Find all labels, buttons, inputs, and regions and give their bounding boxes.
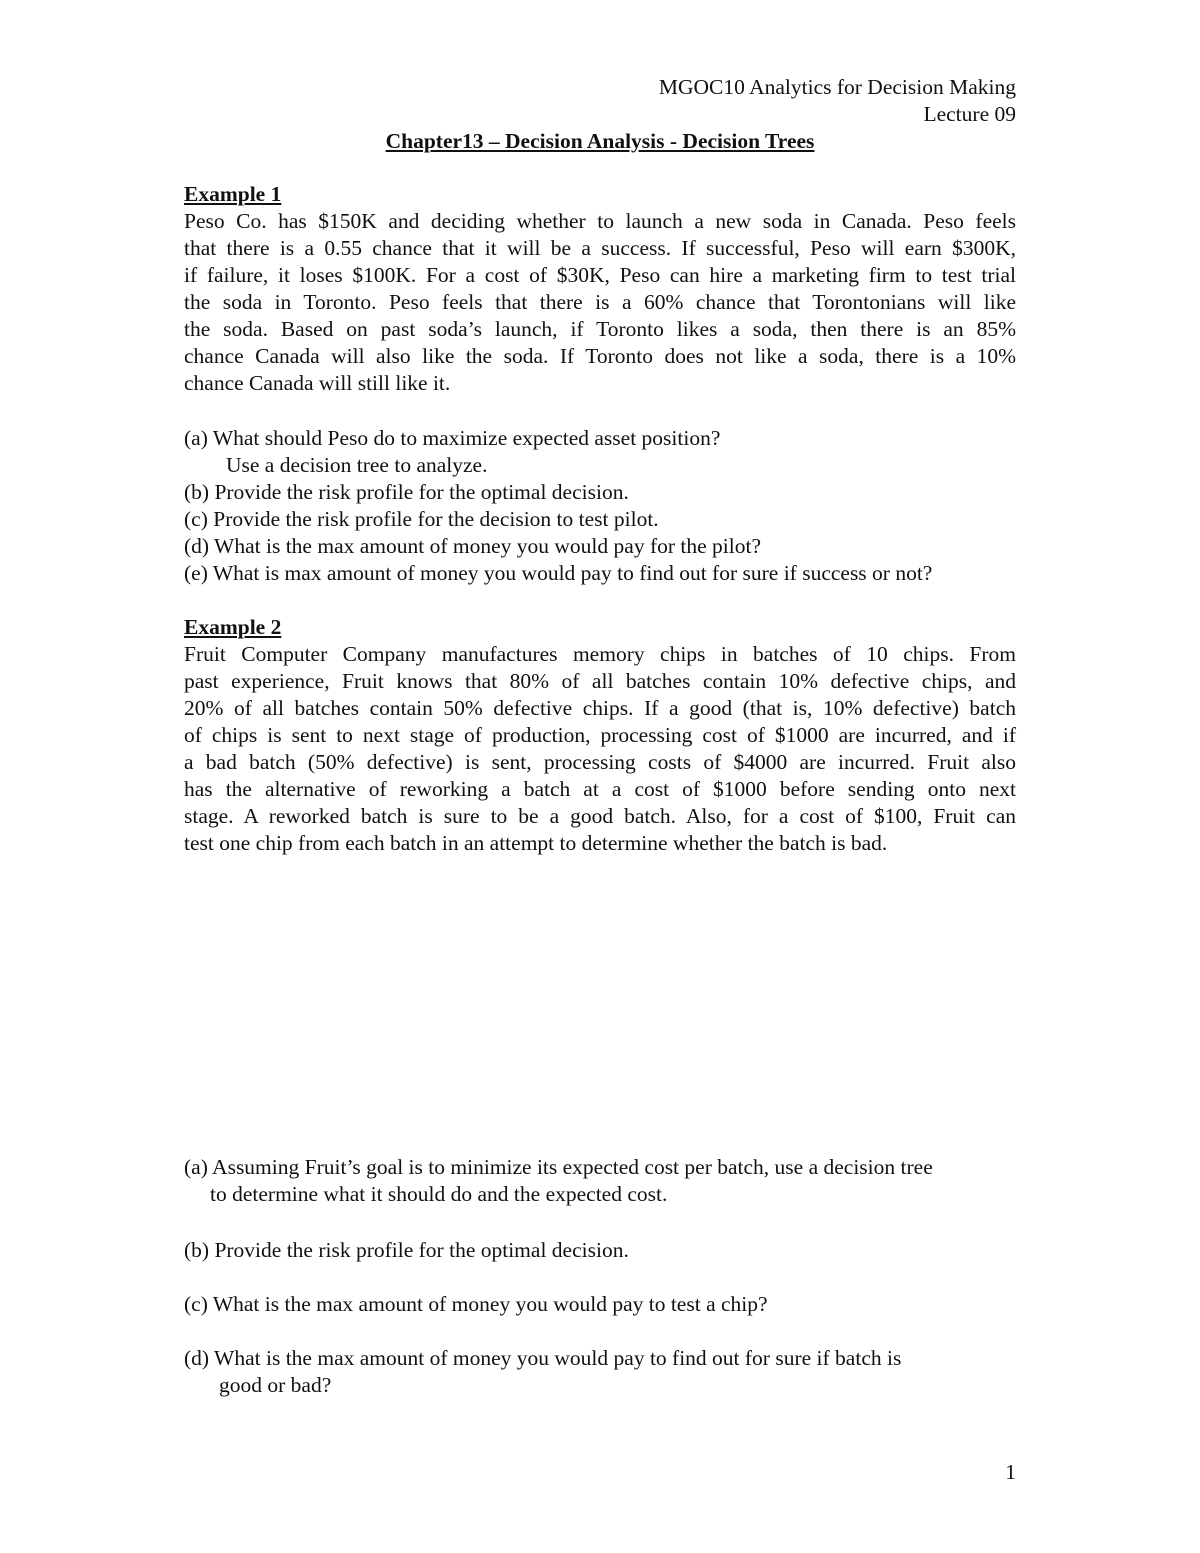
example-1-question-d: (d) What is the max amount of money you would pay for the pilot? (184, 534, 761, 558)
example-2-question-d-continuation: good or bad? (219, 1373, 332, 1397)
example-2-question-b: (b) Provide the risk profile for the optimal decision. (184, 1238, 629, 1262)
paragraph-line: chance Canada will also like the soda. If Toronto does not like a soda, there is a 10% (184, 344, 1016, 368)
paragraph-line: test one chip from each batch in an attempt to determine whether the batch is bad. (184, 831, 888, 855)
example-1-paragraph (184, 208, 1016, 397)
paragraph-line: a bad batch (50% defective) is sent, processing costs of $4000 are incurred. Fruit also (184, 750, 1016, 774)
chapter-title: Chapter13 – Decision Analysis - Decision Trees (385, 129, 815, 153)
example-2-question-a-continuation: to determine what it should do and the expected cost. (210, 1182, 668, 1206)
example-1-question-e: (e) What is max amount of money you would pay to find out for sure if success or not? (184, 561, 933, 585)
paragraph-line: 20% of all batches contain 50% defective chips. If a good (that is, 10% defective) batch (184, 696, 1016, 720)
example-1-heading: Example 1 (184, 182, 282, 206)
example-2-heading: Example 2 (184, 615, 282, 639)
example-1-question-a-continuation: Use a decision tree to analyze. (226, 453, 488, 477)
paragraph-line: Peso Co. has $150K and deciding whether to launch a new soda in Canada. Peso feels (184, 209, 1016, 233)
paragraph-line: stage. A reworked batch is sure to be a good batch. Also, for a cost of $100, Fruit can (184, 804, 1016, 828)
paragraph-line: the soda. Based on past soda’s launch, if Toronto likes a soda, then there is an 85% (184, 317, 1016, 341)
paragraph-line: the soda in Toronto. Peso feels that there is a 60% chance that Torontonians will like (184, 290, 1016, 314)
example-1-question-c: (c) Provide the risk profile for the decision to test pilot. (184, 507, 659, 531)
paragraph-line: if failure, it loses $100K. For a cost of $30K, Peso can hire a marketing firm to test trial (184, 263, 1016, 287)
course-header: MGOC10 Analytics for Decision Making (658, 75, 1016, 99)
paragraph-line: has the alternative of reworking a batch at a cost of $1000 before sending onto next (184, 777, 1016, 801)
paragraph-line: of chips is sent to next stage of production, processing cost of $1000 are incurred, and if (184, 723, 1016, 747)
page-number: 1 (1005, 1460, 1016, 1484)
lecture-header: Lecture 09 (923, 102, 1016, 126)
example-2-question-a: (a) Assuming Fruit’s goal is to minimize its expected cost per batch, use a decision tree (184, 1155, 933, 1179)
paragraph-line: that there is a 0.55 chance that it will be a success. If successful, Peso will earn $300K, (184, 236, 1016, 260)
example-1-question-b: (b) Provide the risk profile for the optimal decision. (184, 480, 629, 504)
paragraph-line: chance Canada will still like it. (184, 371, 451, 395)
example-1-question-a: (a) What should Peso do to maximize expected asset position? (184, 426, 721, 450)
example-2-question-c: (c) What is the max amount of money you would pay to test a chip? (184, 1292, 768, 1316)
paragraph-line: past experience, Fruit knows that 80% of all batches contain 10% defective chips, and (184, 669, 1016, 693)
example-2-paragraph (184, 641, 1016, 857)
paragraph-line: Fruit Computer Company manufactures memory chips in batches of 10 chips. From (184, 642, 1016, 666)
example-2-question-d: (d) What is the max amount of money you would pay to find out for sure if batch is (184, 1346, 902, 1370)
